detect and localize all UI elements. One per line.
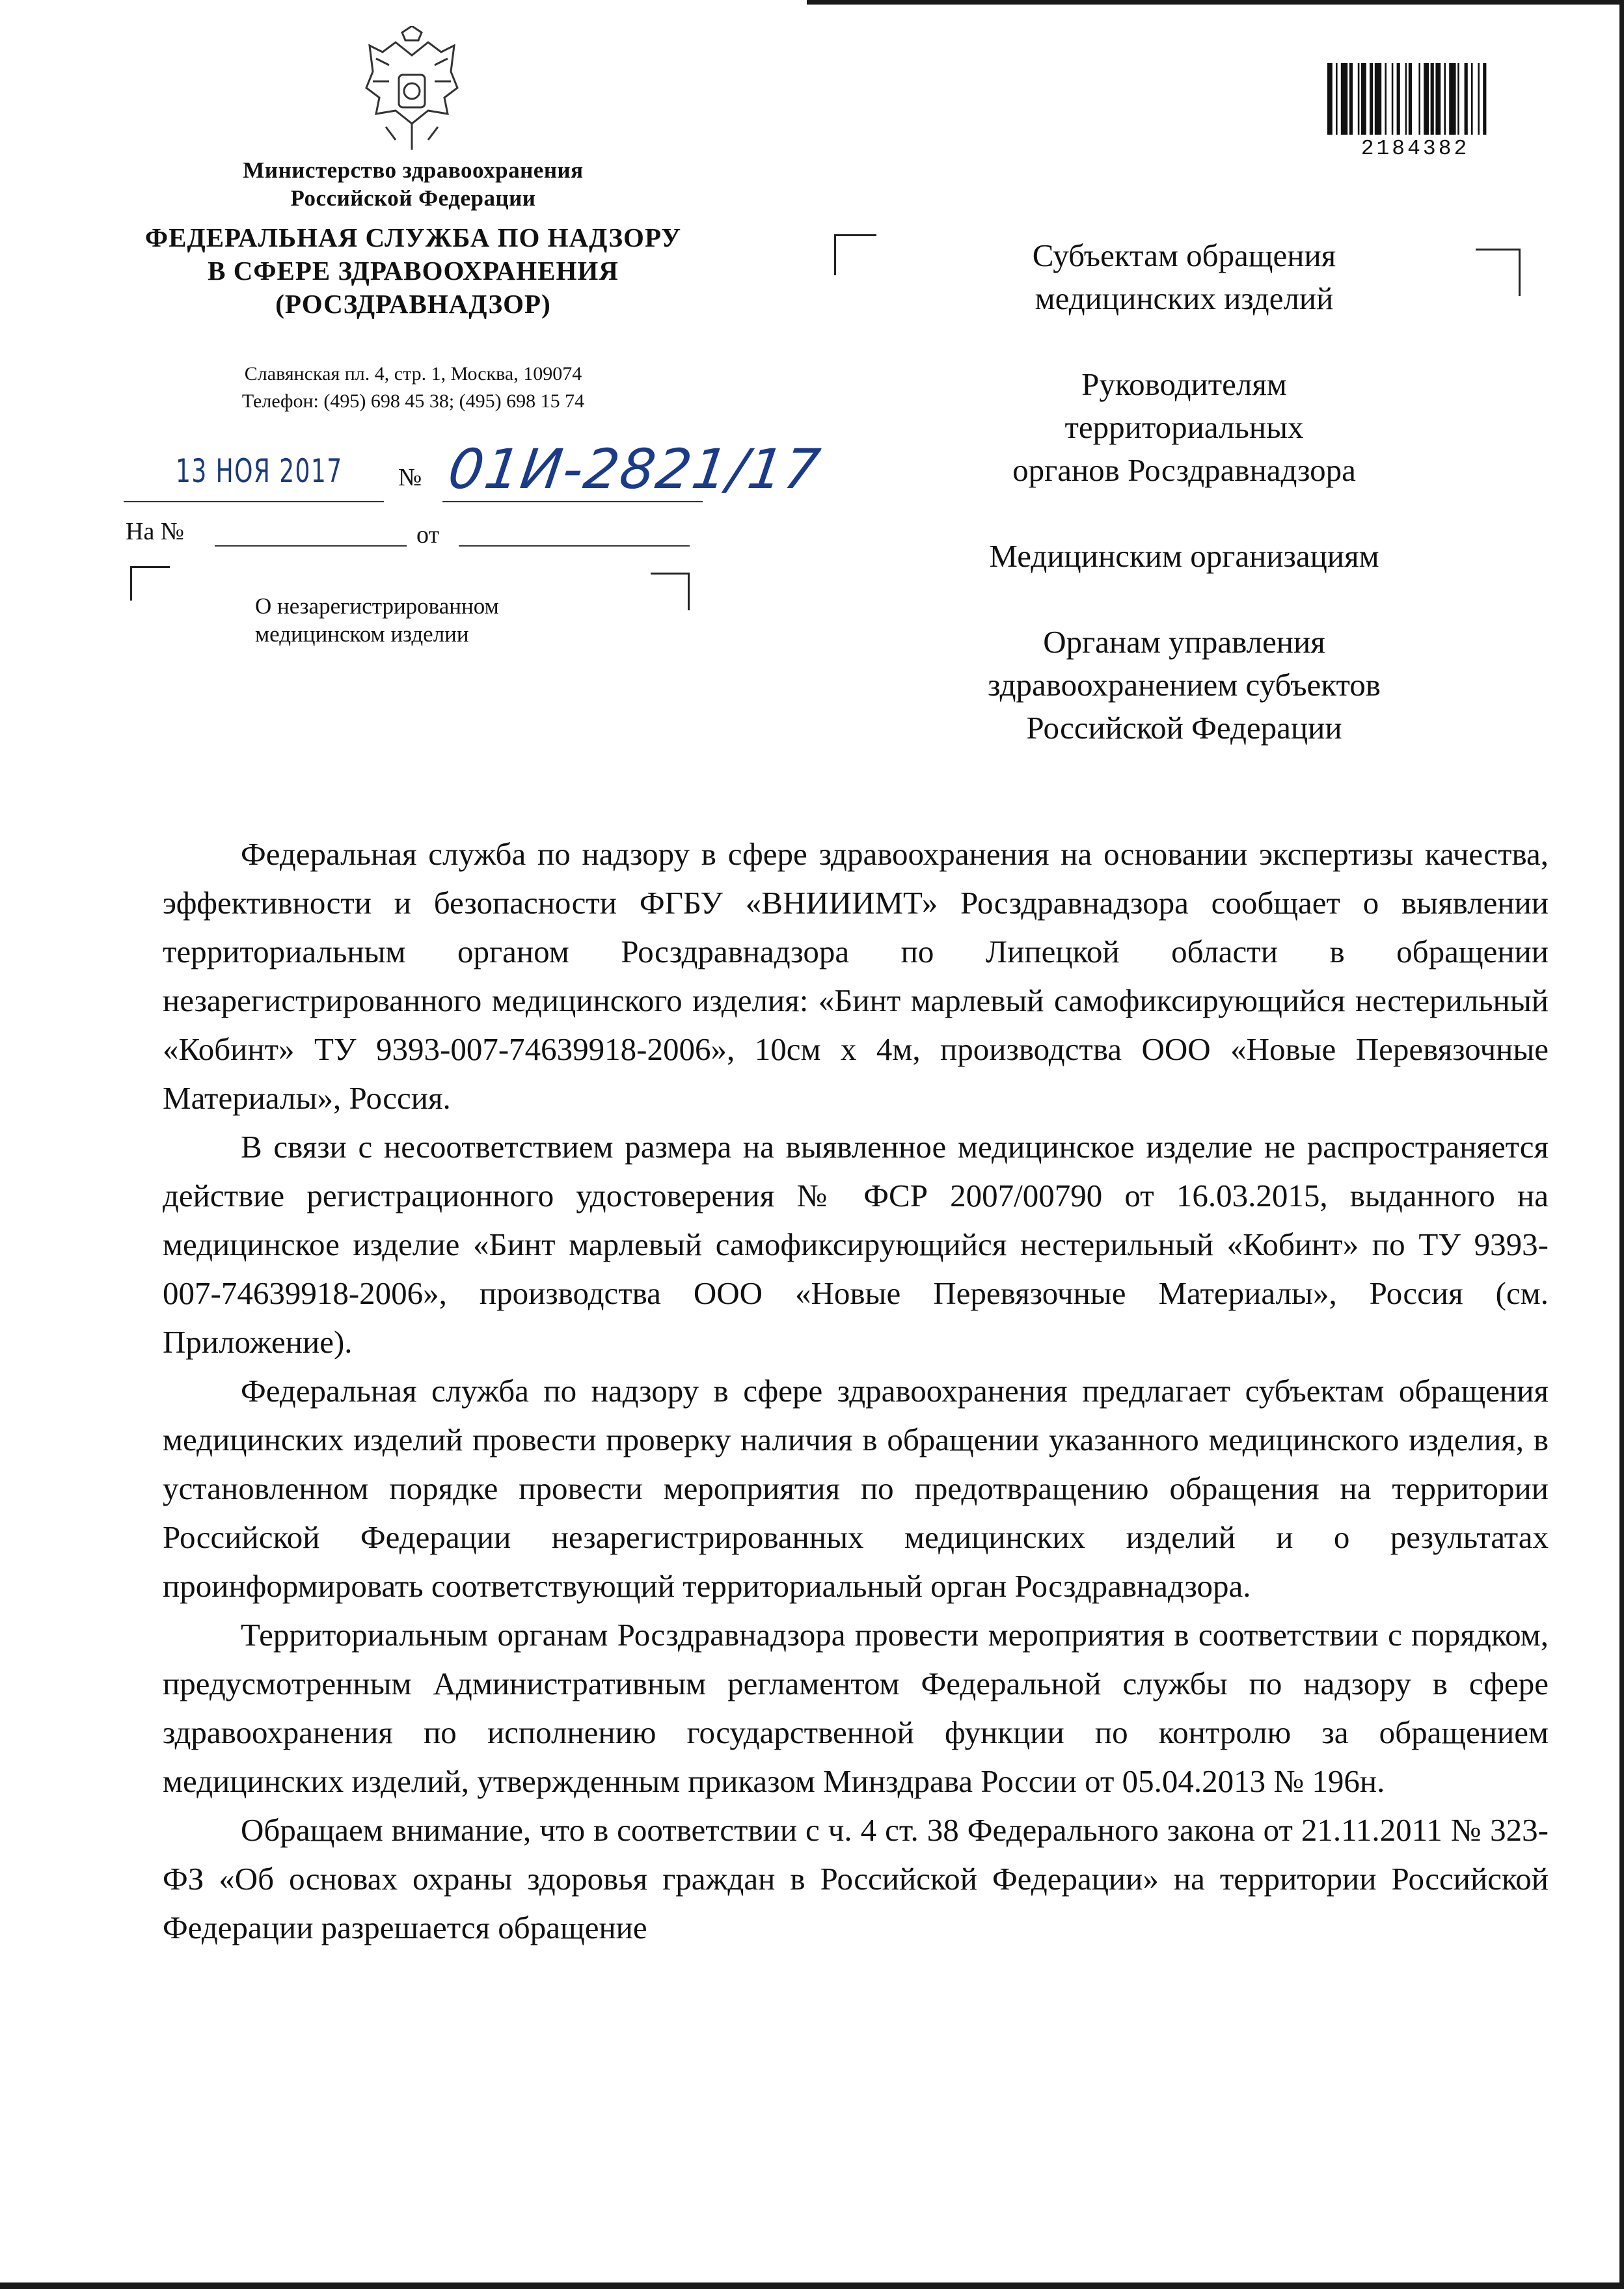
recipient-4 (911, 621, 1457, 750)
recipient-2-line-3: органов Росздравнадзора (1012, 452, 1356, 488)
barcode-bar (1471, 63, 1473, 135)
recipient-2-line-1: Руководителям (1081, 366, 1287, 402)
address-block (130, 360, 696, 415)
recipient-4-line-1: Органам управления (1043, 624, 1325, 660)
barcode-bar (1336, 63, 1338, 135)
from-line (459, 545, 690, 547)
reply-to-label: На № (126, 518, 185, 545)
service-line-3: (РОСЗДРАВНАДЗОР) (275, 289, 551, 319)
barcode-bar (1358, 63, 1360, 135)
letter-body (163, 830, 1549, 1952)
barcode-bar (1397, 63, 1400, 135)
recipient-3-line-1: Медицинским организациям (989, 538, 1379, 574)
reply-to-line (215, 545, 407, 547)
recipient-2 (911, 363, 1457, 492)
barcode-bar (1444, 63, 1446, 135)
registration-date-stamp: 13 НОЯ 2017 (176, 452, 343, 490)
service-name (98, 221, 729, 321)
barcode-bar (1431, 63, 1434, 135)
ministry-line-1: Министерство здравоохранения (243, 157, 584, 183)
ministry-line-2: Российской Федерации (290, 185, 536, 211)
subject-bracket-right (651, 573, 690, 610)
number-label: № (398, 464, 422, 491)
subject-line-2: медицинском изделии (255, 621, 469, 647)
recipient-4-line-2: здравоохранением субъектов (988, 667, 1381, 703)
letter-subject (255, 592, 619, 648)
date-underline (124, 501, 384, 502)
subject-line-1: О незарегистрированном (255, 593, 499, 619)
body-paragraph-3: Федеральная служба по надзору в сфере здравоохранения предлагает субъектам обращения медицинских изделий провести проверку наличия в обращении указанного медицинского изделия, в установленном порядке провести мероприятия по предотвращению обращения на территории Российской Федерации незарегистрированных медицинских изделий и о результатах проинформировать соответствующий территориальный орган Росздравнадзора. (163, 1373, 1549, 1604)
barcode-bar (1327, 63, 1333, 135)
recipient-3 (911, 535, 1457, 578)
body-paragraph-5: Обращаем внимание, что в соответствии с ч. 4 ст. 38 Федерального закона от 21.11.2011 № 323-ФЗ «Об основах охраны здоровья граждан в Российской Федерации» на территории Российской Федерации разрешается обращение (163, 1812, 1549, 1945)
scan-edge-bottom (0, 2282, 1624, 2289)
recipient-1-line-1: Субъектам обращения (1032, 237, 1336, 273)
barcode-bar (1361, 63, 1366, 135)
barcode-bar (1375, 63, 1381, 135)
barcode-bar (1405, 63, 1407, 135)
barcode-bar (1418, 63, 1420, 135)
barcode-bar (1385, 63, 1387, 135)
barcode-number: 2184382 (1360, 137, 1470, 161)
recipient-2-line-2: территориальных (1064, 409, 1304, 445)
address: Славянская пл. 4, стр. 1, Москва, 109074 (244, 363, 582, 385)
service-line-2: В СФЕРЕ ЗДРАВООХРАНЕНИЯ (208, 256, 619, 286)
recipient-bracket-left (834, 234, 876, 275)
barcode-bar (1349, 63, 1353, 135)
recipient-1 (911, 234, 1457, 320)
barcode-bar (1341, 63, 1347, 135)
coat-of-arms-icon (357, 26, 467, 156)
body-paragraph-2: В связи с несоответствием размера на выявленное медицинское изделие не распространяется действие регистрационного удостоверения № ФСР 2007/00790 от 16.03.2015, выданного на медицинское изделие «Бинт марлевый самофиксирующийся нестерильный «Кобинт» по ТУ 9393-007-74639918-2006», производства ООО «Новые Перевязочные Материалы», Россия (см. Приложение). (163, 1129, 1549, 1360)
subject-bracket-left (130, 566, 170, 601)
scan-edge-top (807, 0, 1624, 5)
recipient-bracket-right (1476, 249, 1521, 296)
recipient-4-line-3: Российской Федерации (1026, 710, 1342, 746)
barcode-bar (1370, 63, 1373, 135)
body-paragraph-1: Федеральная служба по надзору в сфере здравоохранения на основании экспертизы качества, эффективности и безопасности ФГБУ «ВНИИИМТ» Росздравнадзора сообщает о выявлении территориальным органом Росздравнадзора по Липецкой области в обращении незарегистрированного медицинского изделия: «Бинт марлевый самофиксирующийся нестерильный «Кобинт» ТУ 9393-007-74639918-2006», 10см х 4м, производства ООО «Новые Перевязочные Материалы», Россия. (163, 836, 1549, 1116)
barcode-bar (1424, 63, 1429, 135)
number-underline (442, 501, 703, 502)
from-label: от (416, 521, 440, 549)
phone: Телефон: (495) 698 45 38; (495) 698 15 74 (241, 390, 585, 412)
barcode-bar (1483, 63, 1486, 135)
barcode-bar (1478, 63, 1480, 135)
barcode-icon (1325, 62, 1520, 143)
recipient-1-line-2: медицинских изделий (1035, 280, 1334, 316)
body-paragraph-4: Территориальным органам Росздравнадзора провести мероприятия в соответствии с порядком, предусмотренным Административным регламентом Федеральной службы по надзору в сфере здравоохранения по исполнению государственной функции по контролю за обращением медицинских изделий, утвержденным приказом Минздрава России от 05.04.2013 № 196н. (163, 1617, 1549, 1799)
service-line-1: ФЕДЕРАЛЬНАЯ СЛУЖБА ПО НАДЗОРУ (144, 223, 682, 252)
barcode-bar (1435, 63, 1441, 135)
barcode-bar (1409, 63, 1412, 135)
registration-number-handwritten: 01И-2821/17 (444, 437, 825, 501)
ministry-name (130, 156, 696, 212)
barcode-bar (1392, 63, 1394, 135)
barcode-bar (1457, 63, 1459, 135)
recipients-block (911, 234, 1457, 792)
scan-edge-right (1619, 0, 1624, 2289)
barcode-bar (1449, 63, 1455, 135)
barcode-bar (1465, 63, 1468, 135)
